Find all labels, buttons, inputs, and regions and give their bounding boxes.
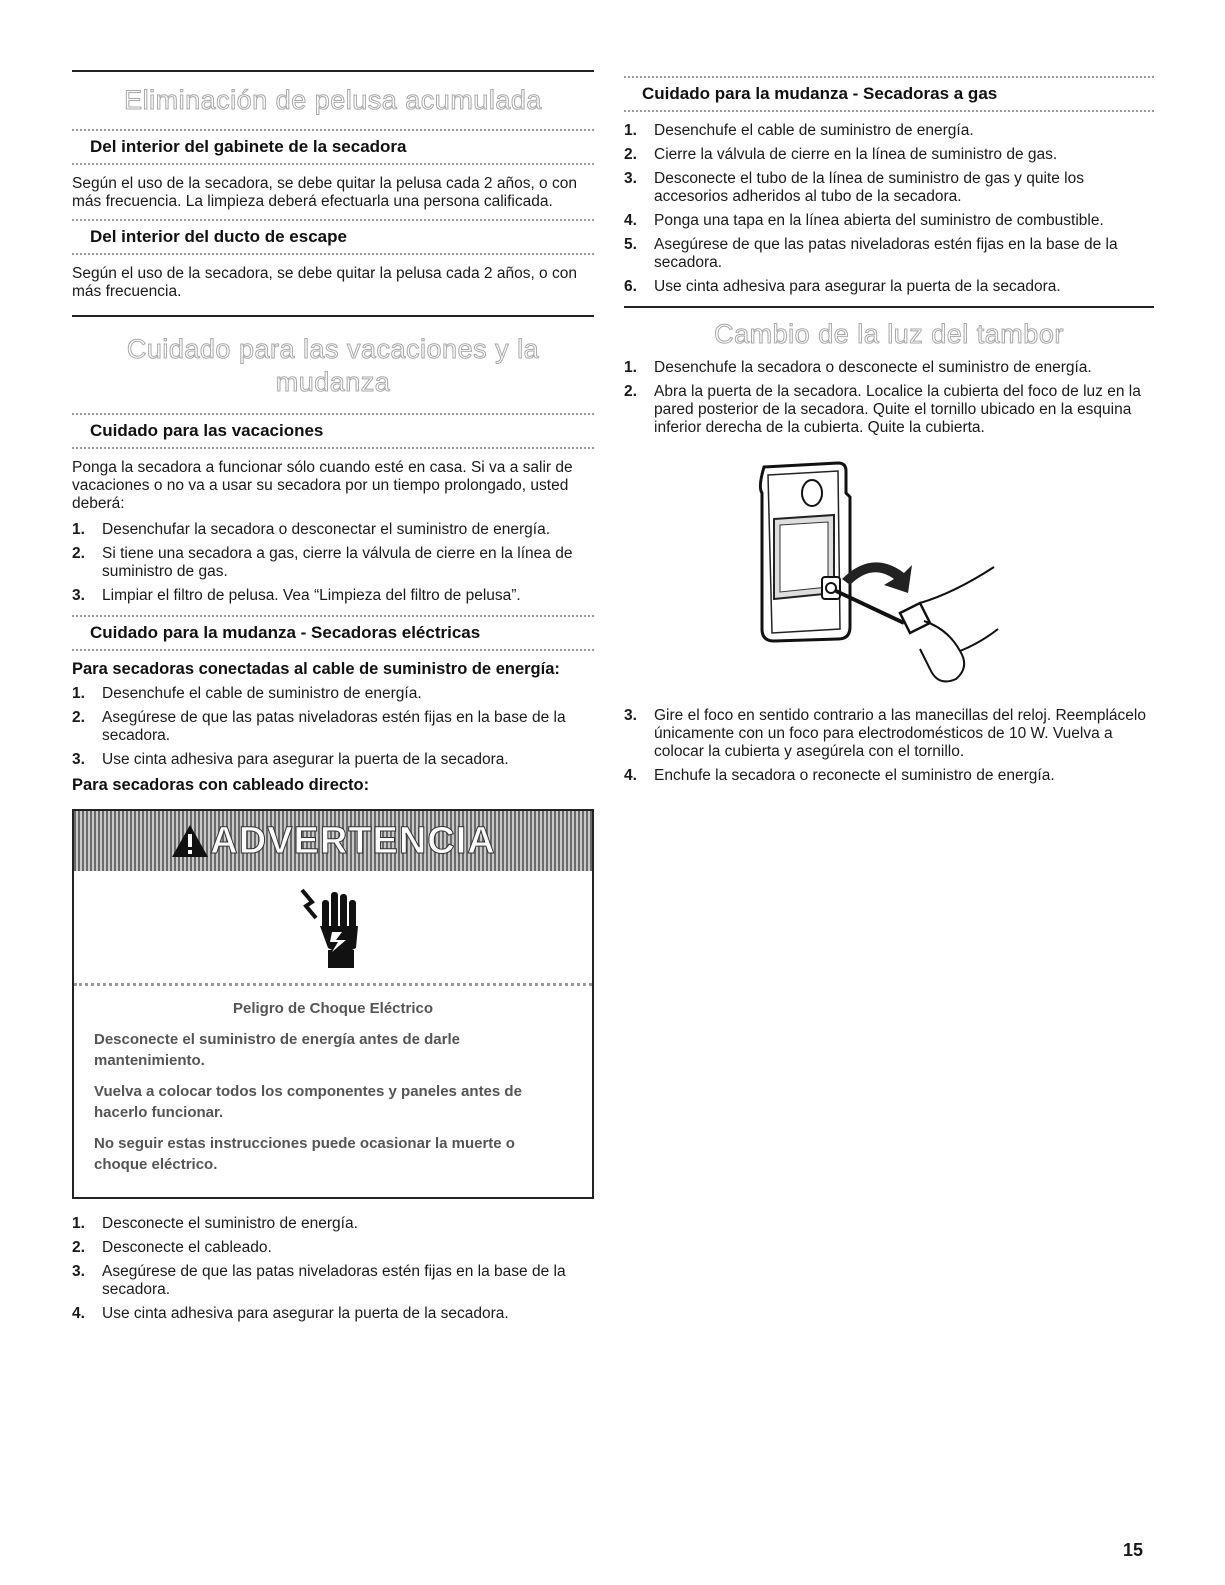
drum-light-steps-continued [624, 707, 1154, 785]
list-item: 2. Abra la puerta de la secadora. Localice la cubierta del foco de luz en la pared posterior de la secadora. Quite el tornillo ubicado en la esquina inferior derecha de la cubierta. Quite la cubierta. [624, 383, 1141, 436]
warning-title: ADVERTENCIA [210, 819, 496, 862]
moving-electric-heading: Cuidado para la mudanza - Secadoras eléctricas [90, 623, 481, 642]
list-item: 2. Si tiene una secadora a gas, cierre la válvula de cierre en la línea de suministro de gas. [72, 545, 573, 580]
divider [72, 253, 594, 255]
list-item: 4. Enchufe la secadora o reconecte el suministro de energía. [624, 767, 1055, 784]
duct-text: Según el uso de la secadora, se debe quitar la pelusa cada 2 años, o con más frecuencia. [72, 265, 577, 300]
warning-line: Vuelva a colocar todos los componentes y paneles antes de hacerlo funcionar. [94, 1083, 522, 1121]
divider [72, 649, 594, 651]
warning-icon-row [74, 871, 592, 986]
warning-body [74, 986, 592, 1197]
list-item: 6. Use cinta adhesiva para asegurar la puerta de la secadora. [624, 278, 1061, 295]
drum-light-title: Cambio de la luz del tambor [714, 319, 1064, 349]
list-item: 2. Desconecte el cableado. [72, 1239, 272, 1256]
list-item: 2. Asegúrese de que las patas niveladoras estén fijas en la base de la secadora. [72, 709, 566, 744]
section-rule [72, 315, 594, 317]
power-cord-label: Para secadoras conectadas al cable de suministro de energía: [72, 660, 560, 678]
gas-steps [624, 122, 1154, 296]
right-column [624, 70, 1154, 791]
moving-gas-heading: Cuidado para la mudanza - Secadoras a gas [642, 84, 998, 103]
list-item: 5. Asegúrese de que las patas niveladoras estén fijas en la base de la secadora. [624, 236, 1118, 271]
list-item: 4. Ponga una tapa en la línea abierta del suministro de combustible. [624, 212, 1104, 229]
divider [72, 163, 594, 165]
warning-line: Desconecte el suministro de energía antes de darle mantenimiento. [94, 1031, 460, 1069]
cabinet-heading: Del interior del gabinete de la secadora [90, 137, 407, 156]
vacation-moving-title: Cuidado para las vacaciones y la mudanza [126, 334, 540, 397]
warning-hazard: Peligro de Choque Eléctrico [232, 1000, 434, 1017]
power-cord-steps [72, 685, 594, 769]
list-item: 3. Desconecte el tubo de la línea de suministro de gas y quite los accesorios adheridos al tubo de la secadora. [624, 170, 1084, 205]
list-item: 3. Asegúrese de que las patas niveladoras estén fijas en la base de la secadora. [72, 1263, 566, 1298]
light-cover-illustration [734, 453, 1004, 693]
list-item: 3. Use cinta adhesiva para asegurar la puerta de la secadora. [72, 751, 509, 768]
vacation-steps [72, 521, 594, 605]
cabinet-text: Según el uso de la secadora, se debe quitar la pelusa cada 2 años, o con más frecuencia. La limpieza deberá efectuarla una persona calificada. [72, 175, 577, 210]
divider [72, 413, 594, 415]
section-rule [72, 70, 594, 72]
electric-shock-hand-icon [298, 882, 368, 972]
warning-triangle-icon [170, 823, 210, 859]
section-rule [624, 306, 1154, 308]
divider [72, 615, 594, 617]
left-column [72, 70, 594, 1329]
divider [624, 110, 1154, 112]
warning-box [72, 809, 594, 1199]
list-item: 3. Limpiar el filtro de pelusa. Vea “Limpieza del filtro de pelusa”. [72, 587, 521, 604]
warning-line: No seguir estas instrucciones puede ocasionar la muerte o choque eléctrico. [94, 1135, 515, 1173]
divider [72, 447, 594, 449]
list-item: 1. Desenchufar la secadora o desconectar el suministro de energía. [72, 521, 551, 538]
divider [624, 76, 1154, 78]
list-item: 1. Desenchufe la secadora o desconecte el suministro de energía. [624, 359, 1092, 376]
vacation-text: Ponga la secadora a funcionar sólo cuando esté en casa. Si va a salir de vacaciones o no va a usar su secadora por un tiempo prolongado, usted deberá: [72, 459, 573, 512]
lint-removal-title: Eliminación de pelusa acumulada [124, 85, 542, 115]
warning-header [74, 811, 592, 871]
drum-light-steps [624, 359, 1154, 437]
duct-heading: Del interior del ducto de escape [90, 227, 347, 246]
vacation-heading: Cuidado para las vacaciones [90, 421, 324, 440]
divider [72, 129, 594, 131]
direct-wire-label: Para secadoras con cableado directo: [72, 776, 370, 794]
list-item: 1. Desenchufe el cable de suministro de energía. [624, 122, 974, 139]
list-item: 2. Cierre la válvula de cierre en la línea de suministro de gas. [624, 146, 1058, 163]
list-item: 3. Gire el foco en sentido contrario a las manecillas del reloj. Reemplácelo únicamente con un foco para electrodomésticos de 10 W. Vuelva a colocar la cubierta y asegúrela con el tornillo. [624, 707, 1146, 760]
list-item: 4. Use cinta adhesiva para asegurar la puerta de la secadora. [72, 1305, 509, 1322]
list-item: 1. Desenchufe el cable de suministro de energía. [72, 685, 422, 702]
list-item: 1. Desconecte el suministro de energía. [72, 1215, 358, 1232]
divider [72, 219, 594, 221]
page-number: 15 [1122, 1540, 1143, 1560]
direct-wire-steps [72, 1215, 594, 1323]
